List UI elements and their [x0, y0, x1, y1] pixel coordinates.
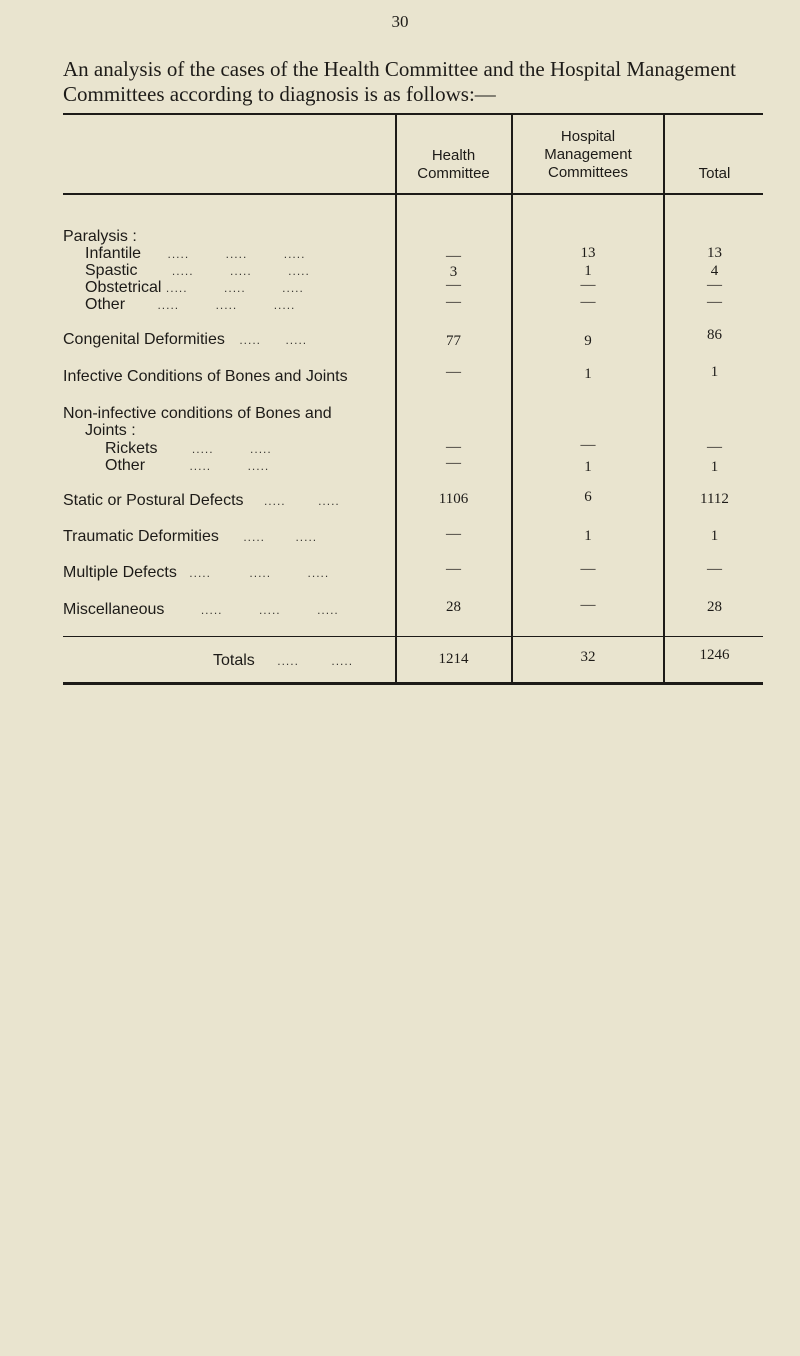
row-label-paralysis: Paralysis :: [63, 228, 137, 245]
cell-infantile-hospital: 13: [580, 245, 596, 261]
cell-rickets-hospital: —: [580, 437, 596, 453]
cell-obstetrical-health: —: [446, 277, 461, 293]
cell-static-health: 1106: [438, 491, 469, 507]
cell-static-total: 1112: [700, 491, 729, 507]
cell-miscellaneous-hospital: —: [580, 597, 596, 613]
page-number: 30: [391, 12, 409, 31]
cell-paralysis-other-hospital: —: [580, 294, 596, 310]
row-label-infective: Infective Conditions of Bones and Joints: [63, 368, 348, 385]
cell-noninfective-other-health: —: [446, 455, 461, 471]
cell-infantile-total: 13: [707, 245, 722, 261]
cell-noninfective-other-hospital: 1: [584, 459, 592, 475]
row-label-obstetrical: Obstetrical ..... ..... .....: [85, 279, 304, 296]
bottom-rule: [63, 682, 763, 685]
cell-miscellaneous-health: 28: [446, 599, 461, 615]
cell-infective-health: —: [446, 364, 461, 380]
header-hospital-committees: Hospital Management Committees: [544, 128, 632, 181]
intro-paragraph: An analysis of the cases of the Health Committee and the Hospital Management Committees according to diagnosis is as follows:—: [63, 57, 736, 106]
cell-paralysis-other-total: —: [707, 294, 722, 310]
header-rule: [63, 193, 763, 195]
column-divider-3: [663, 113, 665, 685]
cell-multiple-hospital: —: [580, 561, 596, 577]
cell-obstetrical-total: —: [707, 277, 722, 293]
cell-spastic-hospital: 1: [584, 263, 592, 279]
cell-noninfective-other-total: 1: [710, 459, 719, 475]
cell-multiple-total: —: [707, 561, 722, 577]
cell-miscellaneous-total: 28: [707, 599, 722, 615]
row-label-paralysis-other: Other ..... ..... .....: [85, 296, 296, 313]
cell-traumatic-total: 1: [710, 528, 719, 544]
cell-congenital-total: 86: [707, 327, 722, 343]
row-label-infantile: Infantile ..... ..... .....: [85, 245, 306, 262]
row-label-traumatic: Traumatic Deformities ..... .....: [63, 528, 318, 545]
cell-obstetrical-hospital: —: [580, 277, 596, 293]
top-rule: [63, 113, 763, 115]
cell-infective-hospital: 1: [584, 366, 592, 382]
totals-rule: [63, 636, 763, 637]
cell-infective-total: 1: [710, 364, 719, 380]
cell-totals-total: 1246: [699, 647, 730, 663]
row-label-noninfective: Non-infective conditions of Bones and: [63, 405, 332, 422]
row-label-noninfective-other: Other ..... .....: [105, 457, 270, 474]
cell-static-hospital: 6: [584, 489, 592, 505]
row-label-totals: Totals ..... .....: [213, 652, 354, 669]
cell-infantile-health: —: [446, 248, 461, 264]
cell-rickets-total: —: [707, 439, 722, 455]
row-label-spastic: Spastic ..... ..... .....: [85, 262, 310, 279]
cell-totals-health: 1214: [438, 651, 469, 667]
row-label-rickets: Rickets ..... .....: [105, 440, 272, 457]
header-health-committee: Health Committee: [417, 147, 490, 182]
cell-traumatic-hospital: 1: [584, 528, 592, 544]
cell-totals-hospital: 32: [580, 649, 596, 665]
cell-paralysis-other-health: —: [446, 294, 461, 310]
row-label-multiple: Multiple Defects ..... ..... .....: [63, 564, 330, 581]
row-label-noninfective-joints: Joints :: [85, 422, 136, 439]
row-label-miscellaneous: Miscellaneous ..... ..... .....: [63, 601, 339, 618]
cell-congenital-hospital: 9: [584, 333, 592, 349]
cell-congenital-health: 77: [446, 333, 461, 349]
cell-multiple-health: —: [446, 561, 461, 577]
row-label-congenital: Congenital Deformities ..... .....: [63, 331, 308, 348]
cell-traumatic-health: —: [446, 526, 461, 542]
row-label-static: Static or Postural Defects ..... .....: [63, 492, 340, 509]
cell-spastic-total: 4: [710, 263, 719, 279]
cell-spastic-health: 3: [449, 264, 458, 280]
header-total: Total: [698, 165, 731, 182]
cell-rickets-health: —: [446, 439, 461, 455]
diagnosis-table: [63, 113, 763, 685]
